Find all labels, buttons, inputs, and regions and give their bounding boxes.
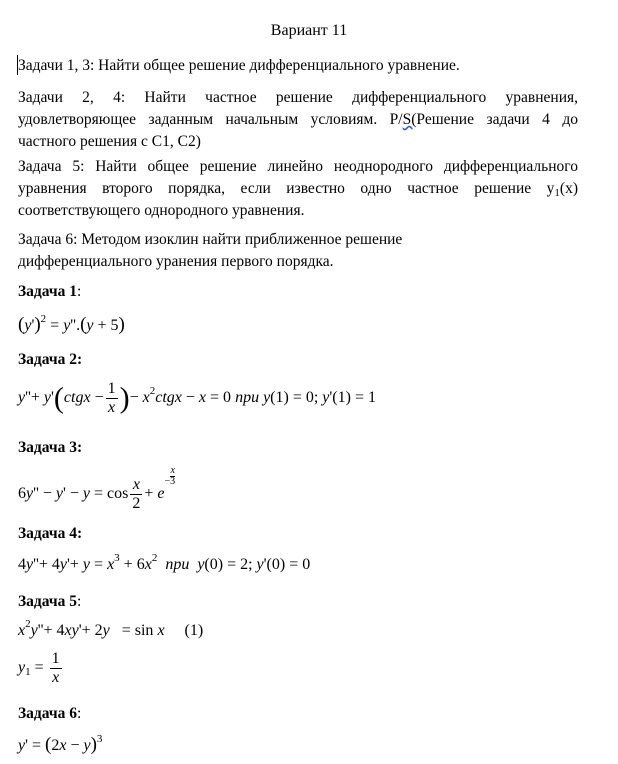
equation-5: $x^2y''+ 4xy'+ 2y = \sin x$ (1) (18, 618, 204, 639)
task-6-heading (18, 704, 81, 724)
instruction-task-5-subscript: 1 (554, 187, 560, 199)
equation-3: 6y'' − y' − y = cos $\frac{x}{2}$ + e− $\frac{x}{3}$ (18, 465, 176, 512)
task-4-heading (18, 524, 82, 544)
task-3-label: Задача 3: (18, 439, 83, 456)
equation-6: $y' = (2x - y)^3$ (18, 733, 103, 755)
task-1-label: Задача 1 (18, 283, 78, 300)
task-1-heading (18, 282, 81, 302)
spellcheck-underlined-text: S( (402, 111, 417, 128)
instruction-task-5 (18, 156, 578, 222)
task-6-colon: : (77, 705, 82, 722)
instruction-tasks-1-3-text: Задачи 1, 3: Найти общее решение дифференциального уравнение. (18, 57, 460, 74)
equation-4: $4y''+ 4y'+ y = x^3 + 6x^2$ при y(0) = 2; y'(0) = 0 (18, 552, 311, 573)
task-5-colon: : (77, 593, 82, 610)
task-6-label: Задача 6 (18, 705, 78, 722)
instruction-tasks-2-4-text: Задачи 2, 4: Найти частное решение дифференциального уравнения, удовлетворяющее заданным начальным условиям. Р/ (18, 89, 578, 128)
instruction-task-5-text: Задача 5: Найти общее решение линейно неоднородного дифференциального уравнения второго порядка, если известно одно частное решение y (18, 158, 578, 197)
task-2-label: Задача 2: (18, 351, 83, 368)
instruction-tasks-2-4 (18, 87, 578, 153)
page-title: Вариант 11 (270, 22, 348, 39)
task-3-heading (18, 438, 82, 458)
equation-2: y''+ y'(ctgx − $\frac{1}{x}$ )− $x^2ctgx - x = 0$ при y(1) = 0; y'(1) = 1 (18, 380, 376, 416)
instruction-task-6-line1: Задача 6: Методом изоклин найти приближенное решение (18, 231, 403, 248)
task-2-heading (18, 350, 82, 370)
task-1-colon: : (77, 283, 82, 300)
instruction-task-5-text-end: (x) соответствующего однородного уравнения. (18, 180, 578, 219)
task-5-heading (18, 592, 81, 612)
equation-5-particular-solution: $y_1$ = $\frac{1}{x}$ (18, 650, 60, 686)
instruction-tasks-1-3 (18, 55, 578, 77)
task-4-label: Задача 4: (18, 525, 83, 542)
instruction-tasks-2-4-note: Решение задачи 4 до частного решения с С1, С2) (18, 111, 578, 150)
task-5-label: Задача 5 (18, 593, 78, 610)
equation-1: $(y')^2 = y''.(y + 5)$ (18, 313, 125, 335)
instruction-task-6 (18, 229, 578, 273)
instruction-task-6-line2: дифференциального уранения первого порядка. (18, 253, 334, 270)
